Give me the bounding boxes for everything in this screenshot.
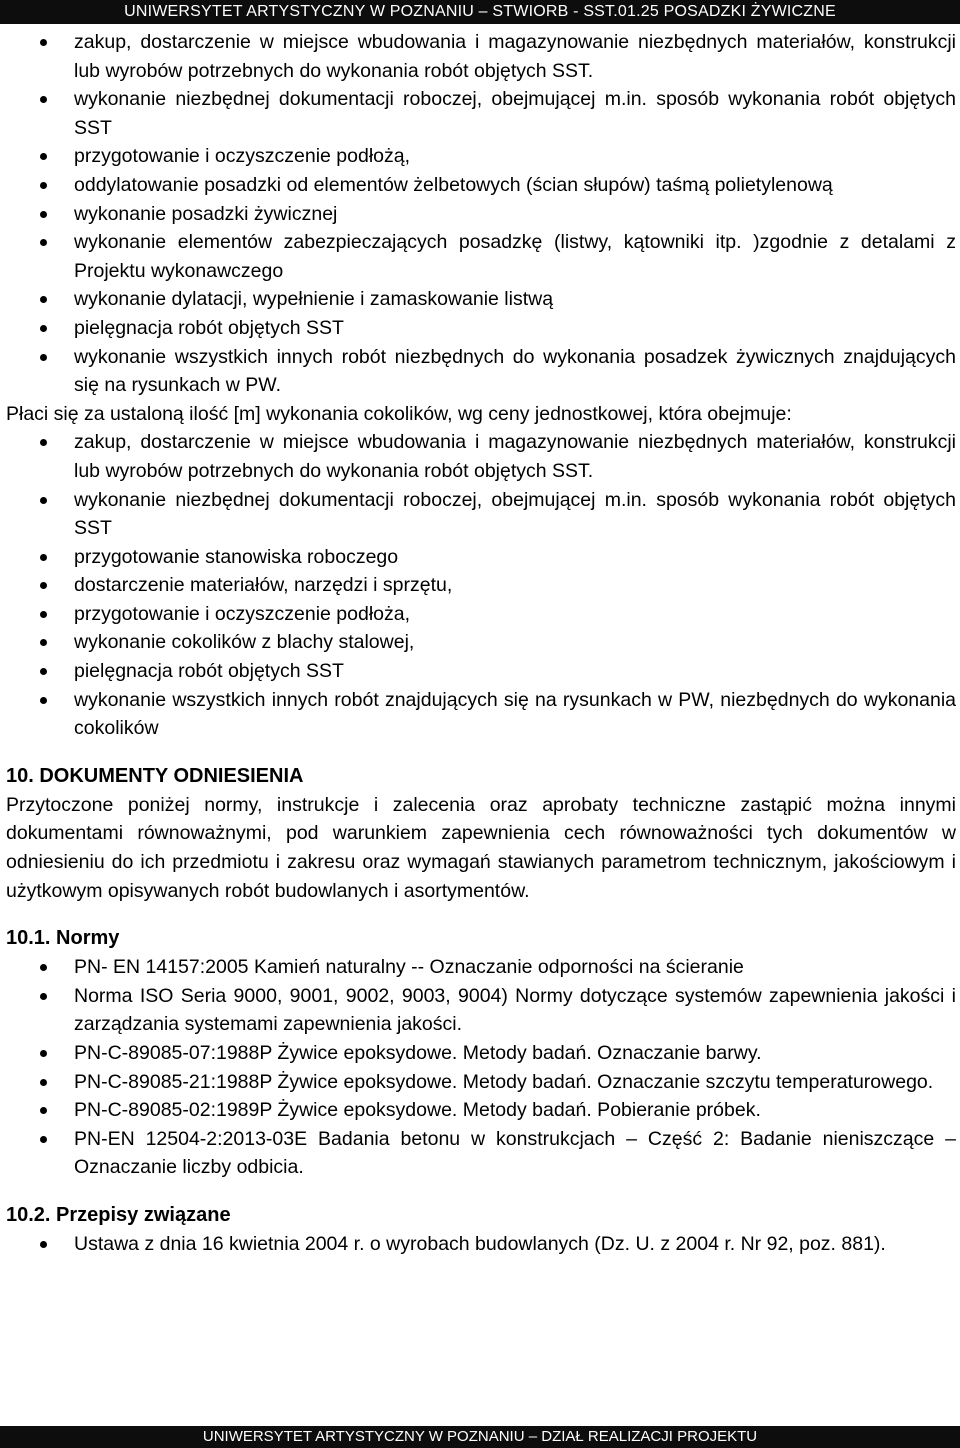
section-10-1-heading: 10.1. Normy [6,927,120,950]
list-item: pielęgnacja robót objętych SST [6,657,956,686]
list-item: zakup, dostarczenie w miejsce wbudowania i magazynowanie niezbędnych materiałów, konstrukcji lub wyrobów potrzebnych do wykonania robót objętych SST. [6,428,956,485]
section-10-heading: 10. DOKUMENTY ODNIESIENIA [6,764,304,787]
list-item: wykonanie niezbędnej dokumentacji roboczej, obejmującej m.in. sposób wykonania robót objętych SST [6,85,956,142]
regulations-list [6,1230,956,1259]
norm-item: PN-C-89085-02:1989P Żywice epoksydowe. Metody badań. Pobieranie próbek. [6,1096,956,1125]
page-footer [0,1426,960,1448]
list-item: przygotowanie i oczyszczenie podłożą, [6,142,956,171]
list-item: przygotowanie i oczyszczenie podłoża, [6,600,956,629]
bullet-list-2 [6,428,956,743]
list-item: wykonanie wszystkich innych robót znajdujących się na rysunkach w PW, niezbędnych do wykonania cokolików [6,686,956,743]
list-item: zakup, dostarczenie w miejsce wbudowania i magazynowanie niezbędnych materiałów, konstrukcji lub wyrobów potrzebnych do wykonania robót objętych SST. [6,28,956,85]
payment-paragraph: Płaci się za ustaloną ilość [m] wykonania cokolików, wg ceny jednostkowej, która obejmuje: [6,402,792,425]
norm-item: PN-EN 12504-2:2013-03E Badania betonu w konstrukcjach – Część 2: Badanie nieniszczące – Oznaczanie liczby odbicia. [6,1125,956,1182]
norm-item: PN-C-89085-21:1988P Żywice epoksydowe. Metody badań. Oznaczanie szczytu temperaturowego. [6,1068,956,1097]
bullet-list-1 [6,28,956,400]
list-item: wykonanie niezbędnej dokumentacji roboczej, obejmującej m.in. sposób wykonania robót objętych SST [6,486,956,543]
document-body [6,28,956,1259]
list-item: przygotowanie stanowiska roboczego [6,543,956,572]
list-item: wykonanie posadzki żywicznej [6,200,956,229]
list-item: wykonanie wszystkich innych robót niezbędnych do wykonania posadzek żywicznych znajdujących się na rysunkach w PW. [6,343,956,400]
norms-list [6,953,956,1182]
section-10-text: Przytoczone poniżej normy, instrukcje i zalecenia oraz aprobaty techniczne zastąpić można innymi dokumentami równoważnymi, pod warunkiem zapewnienia cech równoważności tych dokumentów w odniesieniu do ich przedmiotu i zakresu oraz wymagań stawianych parametrom technicznym, jakościowym i użytkowym opisywanych robót budowlanych i asortymentów. [6,793,956,902]
page-header [0,0,960,24]
list-item: pielęgnacja robót objętych SST [6,314,956,343]
section-10-2-heading: 10.2. Przepisy związane [6,1203,231,1226]
norm-item: PN- EN 14157:2005 Kamień naturalny -- Oznaczanie odporności na ścieranie [6,953,956,982]
list-item: dostarczenie materiałów, narzędzi i sprzętu, [6,571,956,600]
header-title: UNIWERSYTET ARTYSTYCZNY W POZNANIU – STWIORB - SST.01.25 POSADZKI ŻYWICZNE [124,3,836,20]
list-item: wykonanie cokolików z blachy stalowej, [6,628,956,657]
list-item: oddylatowanie posadzki od elementów żelbetowych (ścian słupów) taśmą polietylenową [6,171,956,200]
list-item: wykonanie elementów zabezpieczających posadzkę (listwy, kątowniki itp. )zgodnie z detalami z Projektu wykonawczego [6,228,956,285]
footer-text: UNIWERSYTET ARTYSTYCZNY W POZNANIU – DZIAŁ REALIZACJI PROJEKTU [202,1428,758,1445]
list-item: wykonanie dylatacji, wypełnienie i zamaskowanie listwą [6,285,956,314]
norm-item: PN-C-89085-07:1988P Żywice epoksydowe. Metody badań. Oznaczanie barwy. [6,1039,956,1068]
norm-item: Norma ISO Seria 9000, 9001, 9002, 9003, 9004) Normy dotyczące systemów zapewnienia jakości i zarządzania systemami zapewnienia jakości. [6,982,956,1039]
regulation-item: Ustawa z dnia 16 kwietnia 2004 r. o wyrobach budowlanych (Dz. U. z 2004 r. Nr 92, poz. 881). [6,1230,956,1259]
